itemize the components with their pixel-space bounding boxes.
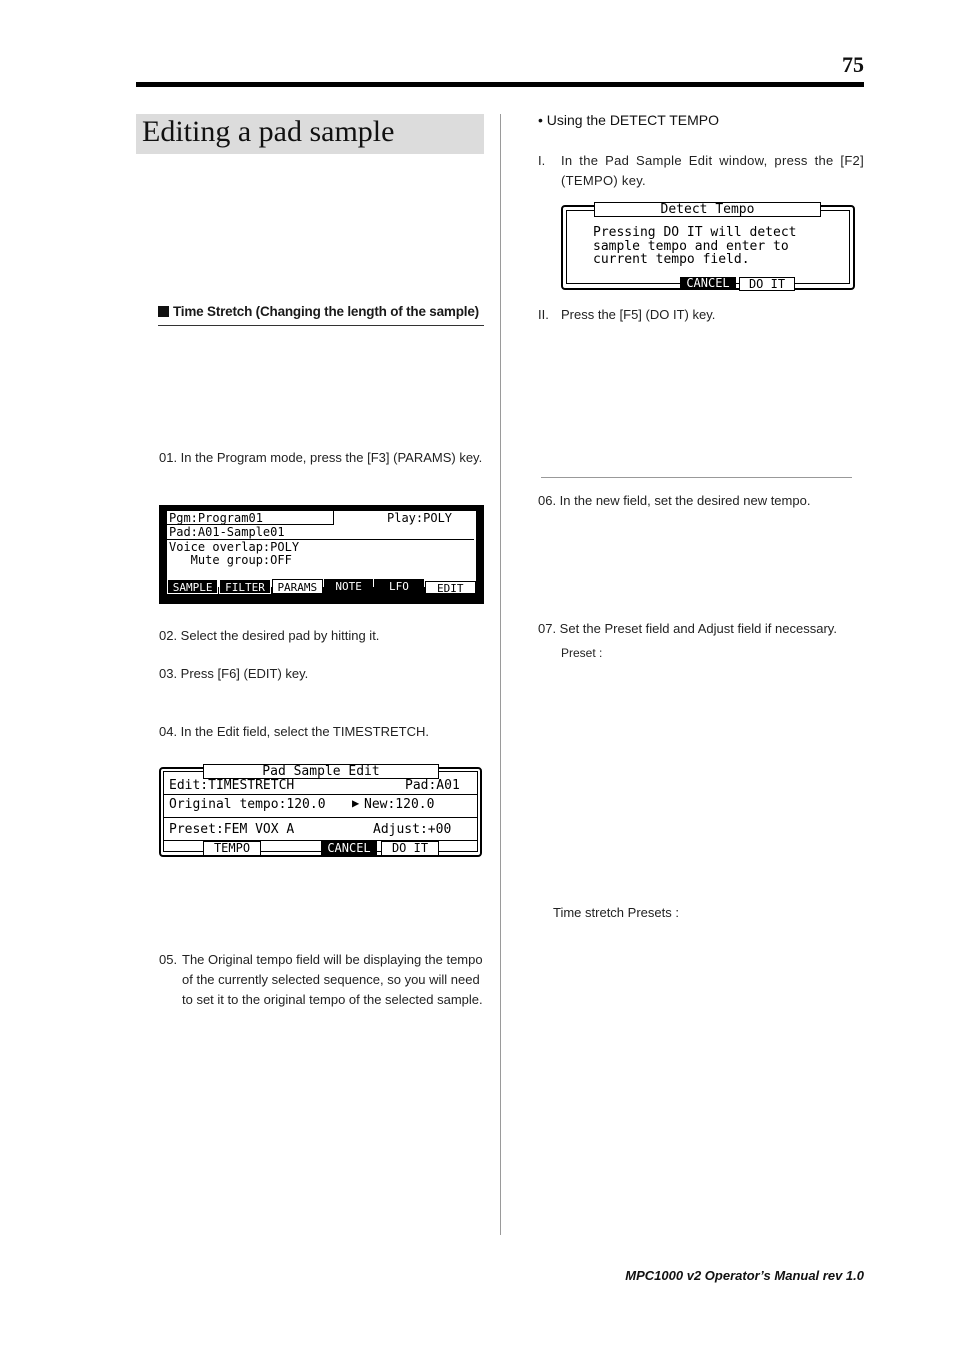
time-stretch-presets-label: Time stretch Presets : — [553, 905, 679, 920]
step-04: 04. In the Edit field, select the TIMESTRETCH. — [159, 724, 429, 739]
lcd-detect-tempo — [561, 201, 855, 290]
step-01: 01. In the Program mode, press the [F3] (PARAMS) key. — [159, 450, 483, 465]
lcd-detect-title: Detect Tempo — [594, 202, 821, 217]
step-I-text: In the Pad Sample Edit window, press the [F2] (TEMPO) key. — [561, 153, 864, 188]
column-divider — [500, 114, 501, 1235]
lcd-detect-line-2: sample tempo and enter to — [593, 239, 789, 254]
lcd-cancel-button[interactable]: CANCEL — [321, 841, 377, 855]
page-title: Editing a pad sample — [142, 115, 395, 148]
step-02: 02. Select the desired pad by hitting it. — [159, 628, 380, 643]
lcd-tab-sample[interactable]: SAMPLE — [167, 579, 218, 594]
page-title-box — [136, 114, 484, 154]
detect-tempo-heading: • Using the DETECT TEMPO — [538, 112, 719, 128]
lcd-voice-overlap: Voice overlap:POLY — [169, 540, 300, 554]
preset-label: Preset : — [561, 646, 603, 660]
step-05-text: The Original tempo field will be displaying the tempo of the currently selected sequence, so you will need to set it to the original tempo of the selected sample. — [182, 952, 483, 1007]
subheading-text: Time Stretch (Changing the length of the sample) — [173, 304, 479, 319]
section-subheading — [158, 304, 484, 326]
lcd-preset-field[interactable]: Preset:FEM VOX A — [169, 822, 295, 837]
lcd-tab-note[interactable]: NOTE — [324, 579, 373, 594]
step-03: 03. Press [F6] (EDIT) key. — [159, 666, 309, 681]
step-05-number: 05. — [159, 952, 178, 967]
arrow-right-icon: ▶ — [352, 796, 360, 810]
lcd-edit-field[interactable]: Edit:TIMESTRETCH — [169, 778, 295, 793]
lcd-tab-bar — [167, 579, 476, 594]
lcd-adjust-field[interactable]: Adjust:+00 — [373, 822, 452, 837]
lcd-detect-line-1: Pressing DO IT will detect — [593, 225, 797, 240]
step-06: 06. In the new field, set the desired new tempo. — [538, 493, 811, 508]
lcd-program-screen — [167, 511, 476, 587]
lcd-mute-group: Mute group:OFF — [169, 553, 292, 567]
lcd-pad-sample-edit — [159, 764, 482, 857]
footer-manual-title: MPC1000 v2 Operator’s Manual rev 1.0 — [625, 1268, 864, 1283]
step-I-number: I. — [538, 153, 546, 168]
section-rule — [541, 477, 852, 478]
lcd-program-name: Pgm:Program01 — [169, 511, 263, 525]
lcd-tempo-button[interactable]: TEMPO — [203, 841, 261, 856]
lcd-new-tempo-field[interactable]: New:120.0 — [364, 797, 435, 812]
lcd-tab-edit[interactable]: EDIT — [425, 581, 476, 594]
header-rule — [136, 82, 864, 87]
lcd-tab-filter[interactable]: FILTER — [219, 579, 270, 594]
lcd-detect-cancel-button[interactable]: CANCEL — [680, 277, 736, 290]
lcd-detect-line-3: current tempo field. — [593, 252, 750, 267]
lcd-doit-button[interactable]: DO IT — [381, 841, 439, 856]
lcd-pad-edit-title: Pad Sample Edit — [203, 764, 439, 779]
page-number: 75 — [842, 52, 864, 77]
step-II-text: Press the [F5] (DO IT) key. — [561, 307, 716, 322]
step-II-number: II. — [538, 307, 549, 322]
lcd-tab-params[interactable]: PARAMS — [272, 579, 323, 594]
lcd-pad-name: Pad:A01-Sample01 — [169, 525, 285, 539]
lcd-program-params — [159, 505, 484, 604]
lcd-pad-field[interactable]: Pad:A01 — [405, 778, 460, 793]
square-bullet-icon — [158, 306, 169, 317]
lcd-play-mode: Play:POLY — [387, 511, 453, 525]
lcd-tab-lfo[interactable]: LFO — [374, 579, 423, 594]
lcd-original-tempo-field[interactable]: Original tempo:120.0 — [169, 797, 326, 812]
step-07: 07. Set the Preset field and Adjust field if necessary. — [538, 621, 837, 636]
lcd-detect-doit-button[interactable]: DO IT — [739, 277, 795, 291]
